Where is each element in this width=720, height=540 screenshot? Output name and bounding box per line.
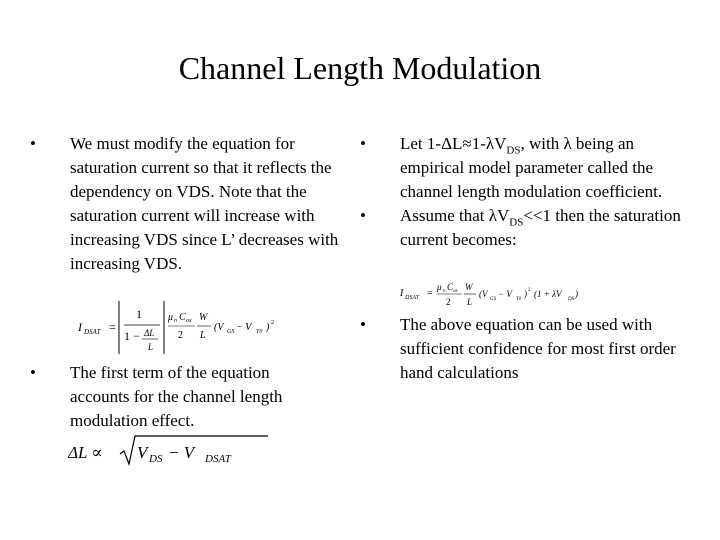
- formula1-mu: μ: [168, 312, 174, 323]
- formula3-l: L: [467, 297, 473, 307]
- formula3-tail-sub: DS: [568, 297, 575, 302]
- formula1-w: W: [199, 312, 208, 323]
- formula1-cox-sub: ox: [186, 318, 192, 324]
- slide-title: Channel Length Modulation: [178, 50, 542, 86]
- formula2-v2-sub: DSAT: [205, 453, 231, 465]
- formula1-den-b-den: L: [148, 342, 154, 352]
- right-bullet-1: [360, 132, 690, 204]
- bullet-dot: •: [360, 134, 366, 153]
- right-bullet-2-pre: Assume that λV: [400, 206, 510, 225]
- left-bullet-1: [30, 132, 350, 276]
- formula1-lhs: I: [78, 320, 82, 334]
- formula3-two: 2: [446, 297, 451, 307]
- formula1-sq: 2: [271, 320, 274, 326]
- formula1-num: 1: [136, 307, 142, 321]
- left-bullet-1-text: We must modify the equation for saturation current so that it reflects the dependency on VDS. Note that the saturation current will increase with increasing VDS since L’ decreases with increasing VDS.: [70, 134, 339, 273]
- formula3-tail: (1 + λV: [534, 289, 562, 299]
- right-bullet-1-pre: Let 1-ΔL≈1-λV: [400, 134, 507, 153]
- formula1-close: ): [266, 322, 270, 333]
- formula3-minus: − V: [498, 289, 512, 299]
- formula1-minus: − V: [236, 322, 252, 333]
- formula1-cox: C: [179, 312, 186, 323]
- right-bullet-3-text: The above equation can be used with sufficient confidence for most first order hand calculations: [400, 315, 676, 382]
- formula3-sq: 2: [528, 288, 531, 293]
- left-bullet-2: [30, 361, 350, 433]
- formula2-v1-sub: DS: [149, 453, 163, 465]
- left-bullet-2-text: The first term of the equation accounts for the channel length modulation effect.: [70, 363, 283, 430]
- bullet-dot: •: [30, 134, 36, 153]
- right-bullet-2: [360, 204, 690, 252]
- formula3-mu-sub: n: [443, 289, 446, 294]
- formula3-vgs-sub: GS: [490, 297, 497, 302]
- formula3-paren: (V: [479, 289, 488, 299]
- formula3-lhs: I: [400, 288, 404, 299]
- bullet-dot: •: [30, 363, 36, 382]
- formula2-minus: − V: [168, 443, 195, 462]
- right-bullet-1-sub: DS: [506, 144, 521, 157]
- formula3-tail-close: ): [575, 289, 578, 299]
- formula1-two: 2: [178, 330, 183, 341]
- formula1-eq: =: [109, 320, 116, 334]
- formula3-vt-sub: T0: [516, 297, 522, 302]
- bullet-dot: •: [360, 315, 366, 334]
- formula3-lhs-sub: DSAT: [405, 295, 420, 301]
- formula2-dl: ΔL ∝: [68, 443, 103, 462]
- formula3-w: W: [465, 282, 473, 292]
- formula2-v1: V: [137, 443, 148, 462]
- right-bullet-3: [360, 313, 690, 385]
- formula1-paren: (V: [214, 322, 224, 333]
- right-bullet-1-post: , with λ being an empirical model parameter called the channel length modulation coefficient.: [400, 134, 663, 201]
- bullet-dot: •: [360, 206, 366, 225]
- formula1-lhs-sub: DSAT: [84, 328, 101, 336]
- right-column-lower: [360, 313, 690, 385]
- left-column: [30, 132, 350, 276]
- formula1-den-a: 1 −: [124, 329, 140, 343]
- left-column-lower: [30, 361, 350, 433]
- right-column: [360, 132, 690, 252]
- right-bullet-2-post: <<1 then the saturation current becomes:: [400, 206, 681, 249]
- formula3-cox-sub: ox: [453, 289, 458, 294]
- formula3-mu: μ: [437, 282, 442, 292]
- formula1-mu-sub: n: [174, 318, 177, 324]
- formula3-close: ): [524, 289, 527, 299]
- formula3-eq: =: [427, 288, 433, 299]
- formula1-vgs-sub: GS: [227, 329, 235, 335]
- simplified-saturation-formula: [400, 280, 620, 315]
- delta-l-formula: [68, 434, 278, 475]
- right-bullet-2-sub: DS: [509, 216, 524, 229]
- saturation-current-formula: [78, 298, 288, 363]
- formula1-vt-sub: T0: [256, 329, 263, 335]
- formula1-l: L: [200, 330, 206, 341]
- formula3-cox: C: [447, 282, 454, 292]
- formula1-den-b-num: ΔL: [144, 328, 155, 338]
